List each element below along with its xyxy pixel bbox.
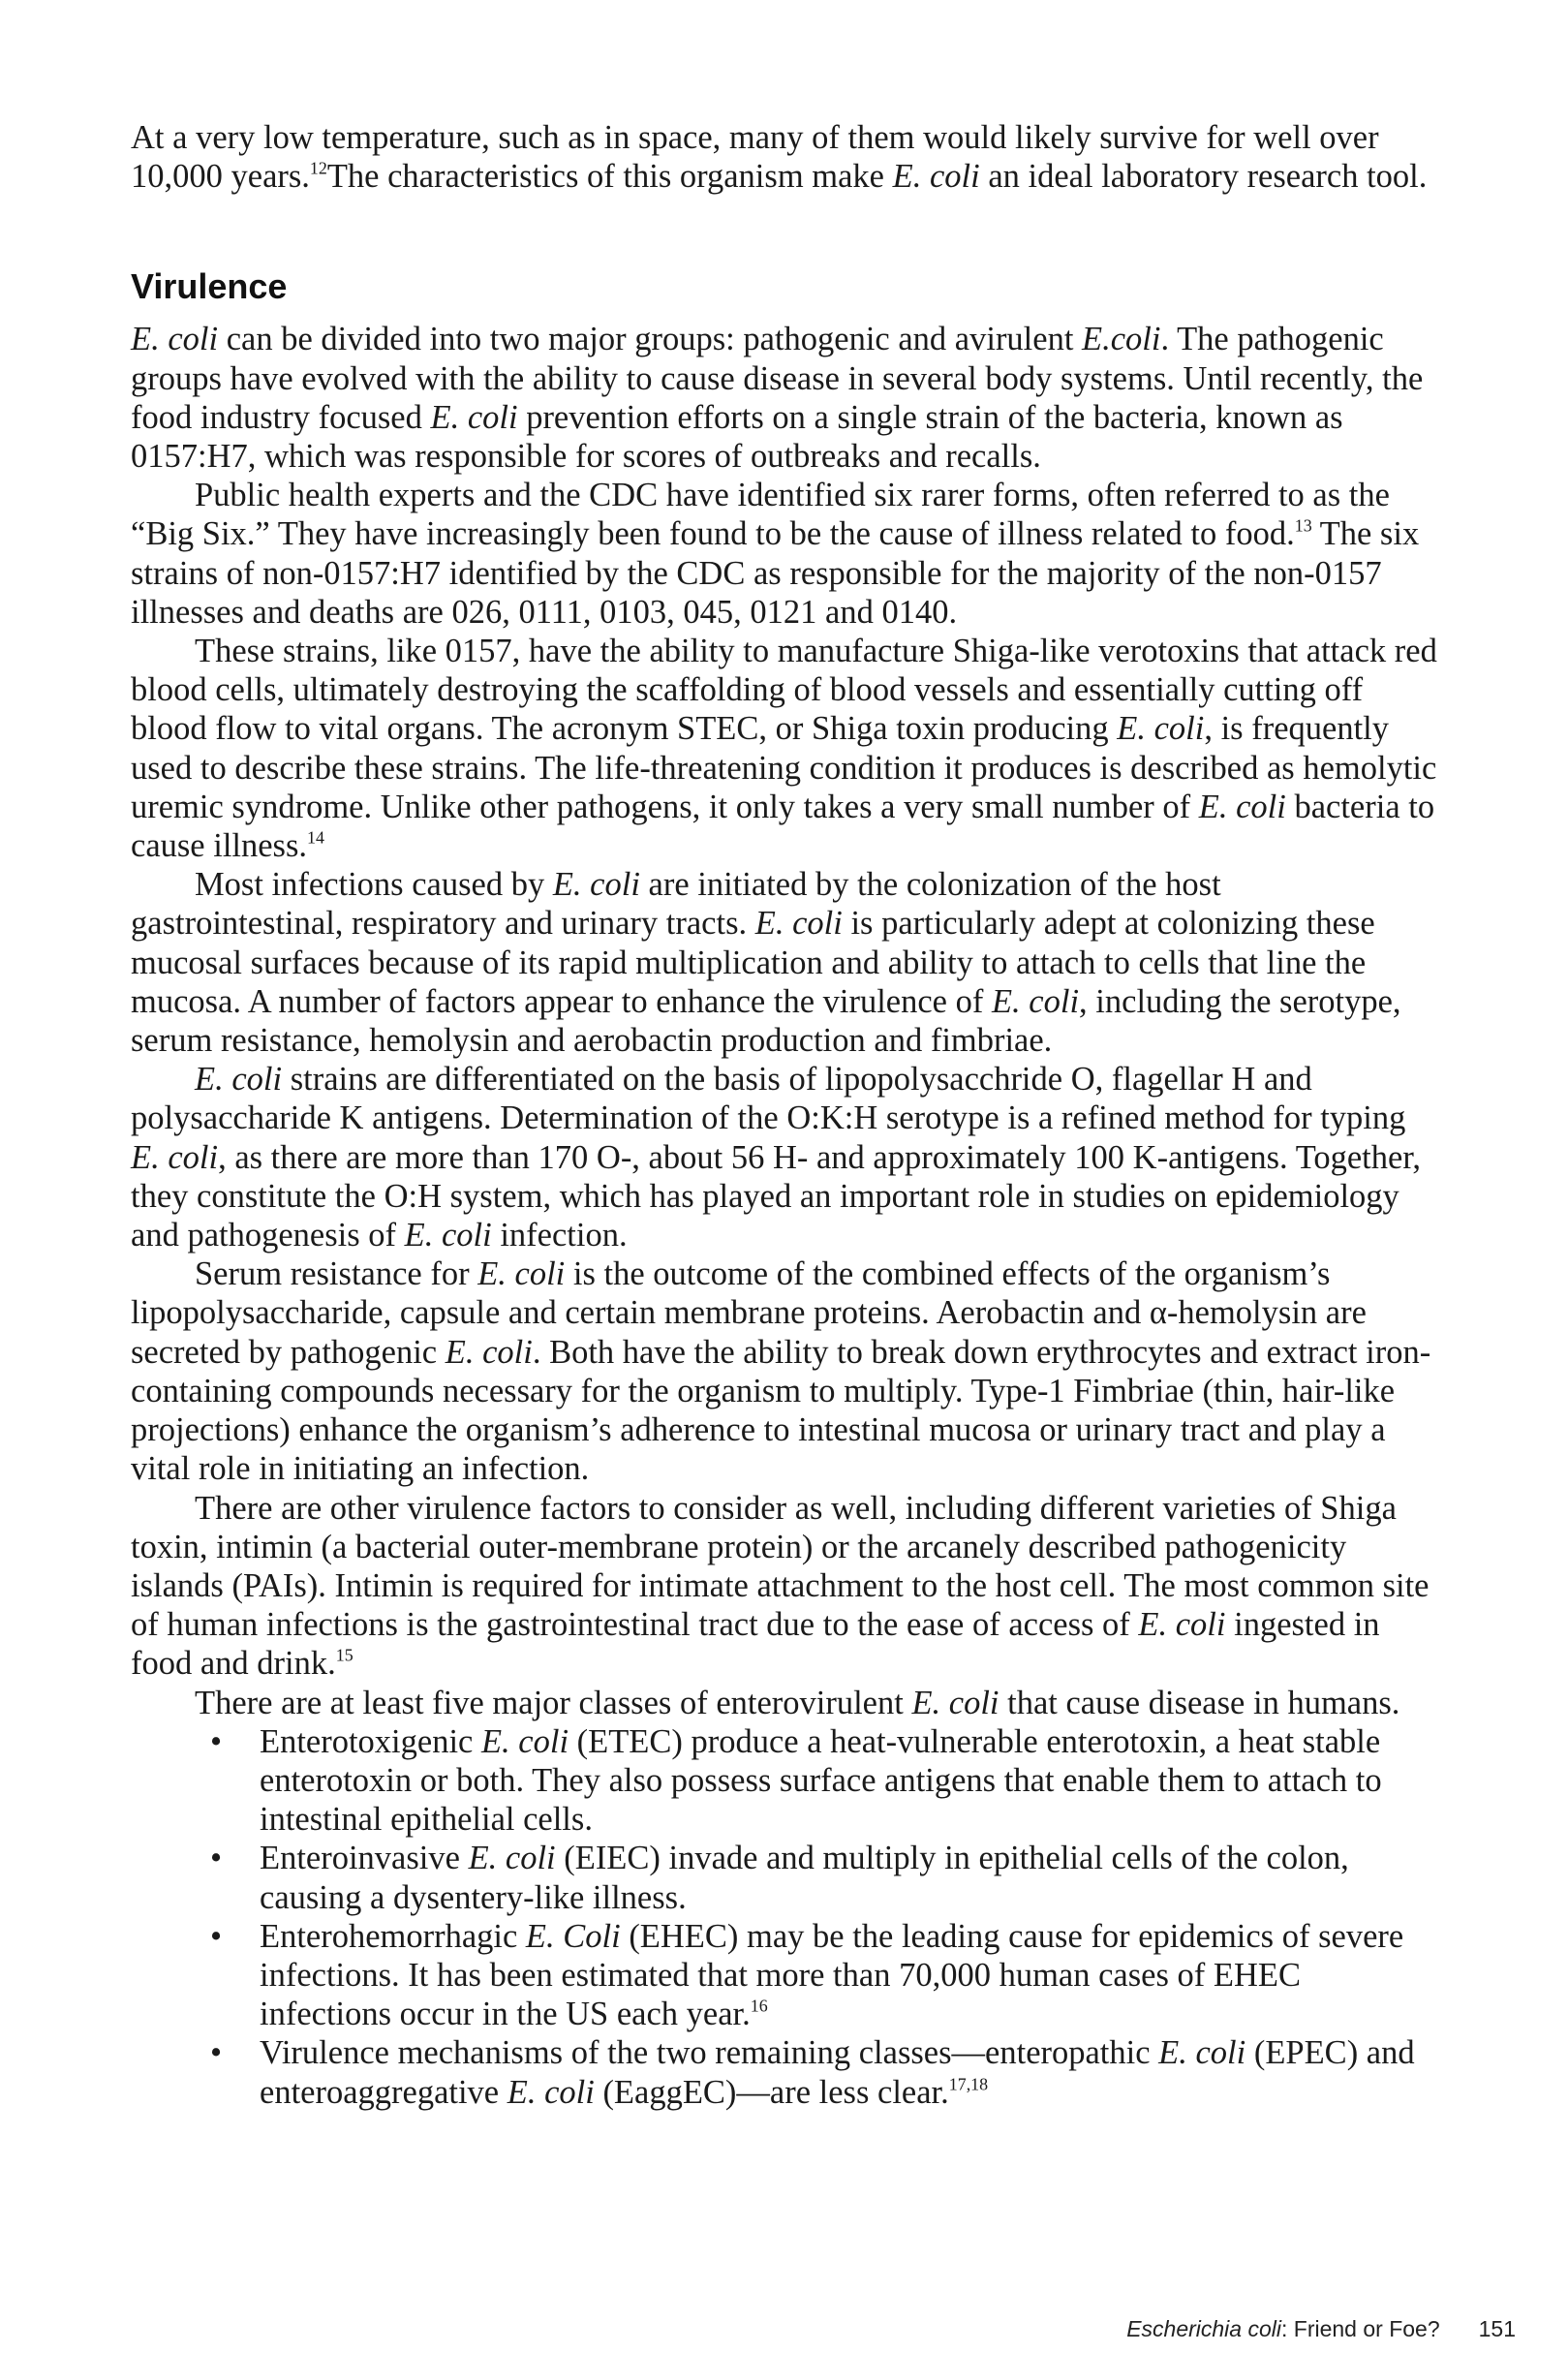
paragraph-3: These strains, like 0157, have the ability to manufacture Shiga-like verotoxins that attack red blood cells, ultimately destroying the scaffolding of blood vessels and essentially cutting off blood flow to vital organs. The acronym STEC, or Shiga toxin producing E. coli, is frequently used to describe these strains. The life-threatening condition it produces is described as hemolytic uremic syndrome. Unlike other pathogens, it only takes a very small number of E. coli bacteria to cause illness.$^{14}$ (131, 633, 1437, 865)
paragraph-2: Public health experts and the CDC have identified six rarer forms, often referred to as the “Big Six.” They have increasingly been found to be the cause of illness related to food.$^{13}$ The six strains of non-0157:H7 identified by the CDC as responsible for the majority of the non-0157 illnesses and deaths are 026, 0111, 0103, 045, 0121 and 0140. (131, 477, 1420, 631)
footer-title-italic: Escherichia coli (1126, 2316, 1281, 2341)
paragraph-7: There are other virulence factors to consider as well, including different varieties of Shiga toxin, intimin (a bacterial outer-membrane protein) or the arcanely described pathogenicity islands (PAIs). Intimin is required for intimate attachment to the host cell. The most common site of human infections is the gastrointestinal tract due to the ease of access of E. coli ingested in food and drink.$^{15}$ (131, 1489, 1430, 1683)
paragraph-6: Serum resistance for E. coli is the outcome of the combined effects of the organism’s lipopolysaccharide, capsule and certain membrane proteins. Aerobactin and α-hemolysin are secreted by pathogenic E. coli. Both have the ability to break down erythrocytes and extract iron-containing compounds necessary for the organism to multiply. Type-1 Fimbriae (thin, hair-like projections) enhance the organism’s adherence to intestinal mucosa or urinary tract and play a vital role in initiating an infection. (131, 1255, 1431, 1488)
list-item: • Virulence mechanisms of the two remaining classes—enteropathic E. coli (EPEC) and enteroaggregative E. coli (EaggEC)—are less clear.$^{17,18}$ (210, 2034, 1415, 2111)
bullet-icon: • (210, 1722, 223, 1760)
list-item: • Enterotoxigenic E. coli (ETEC) produce a heat-vulnerable enterotoxin, a heat stable enterotoxin or both. They also possess surface antigens that enable them to attach to intestinal epithelial cells. (210, 1722, 1382, 1839)
paragraph-4: Most infections caused by E. coli are initiated by the colonization of the host gastrointestinal, respiratory and urinary tracts. E. coli is particularly adept at colonizing these mucosal surfaces because of its rapid multiplication and ability to attach to cells that line the mucosa. A number of factors appear to enhance the virulence of E. coli, including the serotype, serum resistance, hemolysin and aerobactin production and fimbriae. (131, 866, 1401, 1060)
citation-ref: 14 (307, 827, 324, 848)
paragraph-8: There are at least five major classes of enterovirulent E. coli that cause disease in humans. (195, 1684, 1400, 1721)
list-item: • Enterohemorrhagic E. Coli (EHEC) may be the leading cause for epidemics of severe infections. It has been estimated that more than 70,000 human cases of EHEC infections occur in the US each year.$^{16}$ (210, 1917, 1404, 2033)
citation-ref: 12 (309, 158, 327, 178)
footer-title-rest: : Friend or Foe? (1280, 2316, 1440, 2341)
citation-ref: 17,18 (948, 2074, 989, 2094)
intro-paragraph: At a very low temperature, such as in space, many of them would likely survive for well over 10,000 years.$^{12}$The characteristics of this organism make E. coli an ideal laboratory research tool. (131, 119, 1428, 196)
page-number: 151 (1478, 2316, 1516, 2341)
list-item: • Enteroinvasive E. coli (EIEC) invade and multiply in epithelial cells of the colon, causing a dysentery-like illness. (210, 1840, 1349, 1916)
bullet-icon: • (210, 1840, 223, 1877)
body-column (131, 118, 1438, 2112)
paragraph-5: E. coli strains are differentiated on the basis of lipopolysacchride O, flagellar H and polysaccharide K antigens. Determination of the O:K:H serotype is a refined method for typing E. coli, as there are more than 170 O-, about 56 H- and approximately 100 K-antigens. Together, they constitute the O:H system, which has played an important role in studies on epidemiology and pathogenesis of E. coli infection. (131, 1061, 1422, 1254)
running-footer (1046, 2315, 1516, 2342)
bullet-list (131, 1722, 1438, 2112)
section-heading: Virulence (131, 266, 288, 307)
citation-ref: 13 (1294, 515, 1312, 536)
bullet-icon: • (210, 1917, 223, 1955)
paragraph-1: E. coli can be divided into two major groups: pathogenic and avirulent E.coli. The pathogenic groups have evolved with the ability to cause disease in several body systems. Until recently, the food industry focused E. coli prevention efforts on a single strain of the bacteria, known as 0157:H7, which was responsible for scores of outbreaks and recalls. (131, 321, 1424, 476)
bullet-icon: • (210, 2034, 223, 2072)
citation-ref: 15 (335, 1645, 354, 1665)
citation-ref: 16 (750, 1996, 768, 2016)
